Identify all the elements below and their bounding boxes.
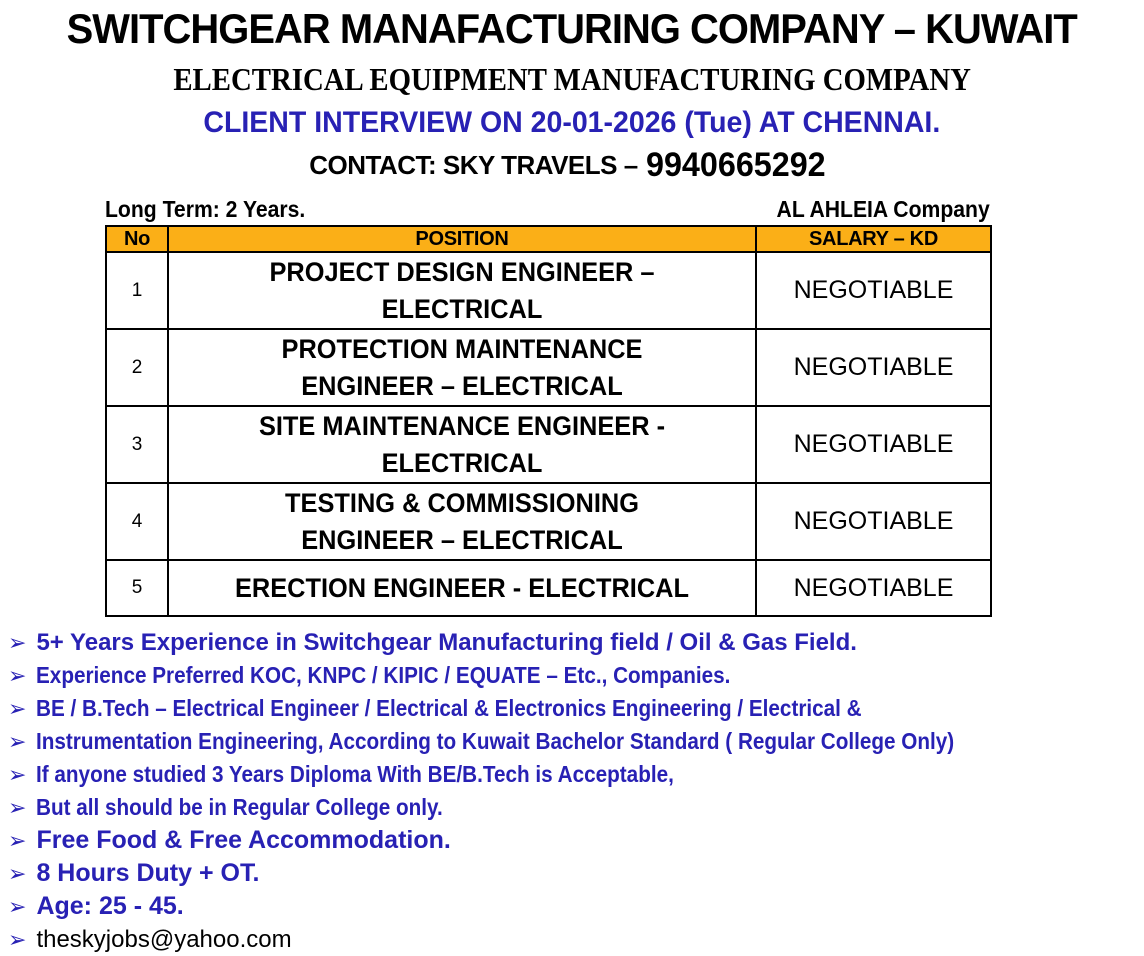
cell-salary: NEGOTIABLE: [756, 483, 991, 560]
arrow-bullet-icon: ➢: [8, 795, 27, 820]
arrow-bullet-icon: ➢: [8, 663, 27, 688]
table-row: [106, 252, 991, 329]
arrow-bullet-icon: ➢: [8, 762, 27, 787]
table-header-row: [106, 226, 991, 252]
table-row: [106, 560, 991, 616]
arrow-bullet-icon: ➢: [8, 729, 27, 754]
position-line: SITE MAINTENANCE ENGINEER -: [258, 410, 666, 441]
bullet-text: BE / B.Tech – Electrical Engineer / Electrical & Electronics Engineering / Electrical &: [36, 695, 863, 721]
position-line: ENGINEER – ELECTRICAL: [301, 370, 623, 401]
cell-row-number: 3: [106, 406, 168, 483]
bullet-item: [8, 890, 1144, 923]
bullet-text: Experience Preferred KOC, KNPC / KIPIC / EQUATE – Etc., Companies.: [36, 662, 731, 688]
contact-label: CONTACT: SKY TRAVELS –: [309, 150, 638, 180]
bullet-item: [8, 857, 1144, 890]
bullet-text: But all should be in Regular College only.: [36, 794, 444, 820]
col-header-salary: SALARY – KD: [756, 226, 991, 252]
cell-position: [168, 406, 756, 483]
job-ad-document: [0, 5, 1144, 956]
arrow-bullet-icon: ➢: [8, 630, 27, 655]
requirements-list: [8, 626, 1144, 956]
contact-phone-number: 9940665292: [645, 146, 826, 184]
cell-row-number: 4: [106, 483, 168, 560]
position-line: PROJECT DESIGN ENGINEER –: [269, 256, 655, 287]
interview-row: [0, 108, 1144, 138]
table-row: [106, 329, 991, 406]
bullet-text: Free Food & Free Accommodation.: [36, 826, 451, 854]
arrow-bullet-icon: ➢: [8, 927, 27, 952]
cell-salary: NEGOTIABLE: [756, 560, 991, 616]
cell-position: [168, 560, 756, 616]
cell-position: [168, 329, 756, 406]
bullet-item: [8, 626, 1144, 659]
bullet-item: [8, 824, 1144, 857]
col-header-no: No: [106, 226, 168, 252]
position-line: ENGINEER – ELECTRICAL: [301, 524, 623, 555]
cell-salary: NEGOTIABLE: [756, 406, 991, 483]
bullet-text: 8 Hours Duty + OT.: [36, 859, 260, 887]
cell-salary: NEGOTIABLE: [756, 252, 991, 329]
bullet-text: 5+ Years Experience in Switchgear Manufacturing field / Oil & Gas Field.: [36, 629, 857, 656]
arrow-bullet-icon: ➢: [8, 861, 27, 886]
bullet-text: If anyone studied 3 Years Diploma With BE/B.Tech is Acceptable,: [36, 761, 675, 787]
page-title: SWITCHGEAR MANAFACTURING COMPANY – KUWAIT: [66, 5, 1078, 52]
contract-term-note: Long Term: 2 Years.: [105, 196, 306, 222]
client-company-note: AL AHLEIA Company: [776, 196, 990, 222]
col-header-position: POSITION: [168, 226, 756, 252]
arrow-bullet-icon: ➢: [8, 894, 27, 919]
arrow-bullet-icon: ➢: [8, 828, 27, 853]
bullet-text: Age: 25 - 45.: [36, 892, 184, 920]
cell-salary: NEGOTIABLE: [756, 329, 991, 406]
contact-row: [0, 148, 1144, 187]
cell-row-number: 2: [106, 329, 168, 406]
bullet-item: [8, 725, 1144, 758]
title-row: [0, 5, 1144, 52]
position-line: PROTECTION MAINTENANCE: [281, 333, 643, 364]
email-address: theskyjobs@yahoo.com: [36, 926, 292, 953]
table-meta-row: [105, 196, 990, 223]
cell-position: [168, 483, 756, 560]
arrow-bullet-icon: ➢: [8, 696, 27, 721]
position-line: ELECTRICAL: [381, 447, 543, 478]
position-line: ERECTION ENGINEER - ELECTRICAL: [234, 572, 690, 603]
subtitle-row: [0, 63, 1144, 95]
positions-table: [105, 225, 992, 617]
position-line: ELECTRICAL: [381, 293, 543, 324]
bullet-item: [8, 659, 1144, 692]
page-subtitle: ELECTRICAL EQUIPMENT MANUFACTURING COMPANY: [173, 61, 971, 97]
cell-row-number: 5: [106, 560, 168, 616]
interview-announcement: CLIENT INTERVIEW ON 20-01-2026 (Tue) AT CHENNAI.: [203, 106, 941, 139]
bullet-item: [8, 791, 1144, 824]
bullet-item: [8, 758, 1144, 791]
bullet-item: [8, 692, 1144, 725]
table-row: [106, 406, 991, 483]
bullet-item-email: [8, 923, 1144, 956]
table-row: [106, 483, 991, 560]
cell-row-number: 1: [106, 252, 168, 329]
bullet-text: Instrumentation Engineering, According to Kuwait Bachelor Standard ( Regular College Only): [36, 728, 955, 754]
position-line: TESTING & COMMISSIONING: [285, 487, 639, 518]
cell-position: [168, 252, 756, 329]
